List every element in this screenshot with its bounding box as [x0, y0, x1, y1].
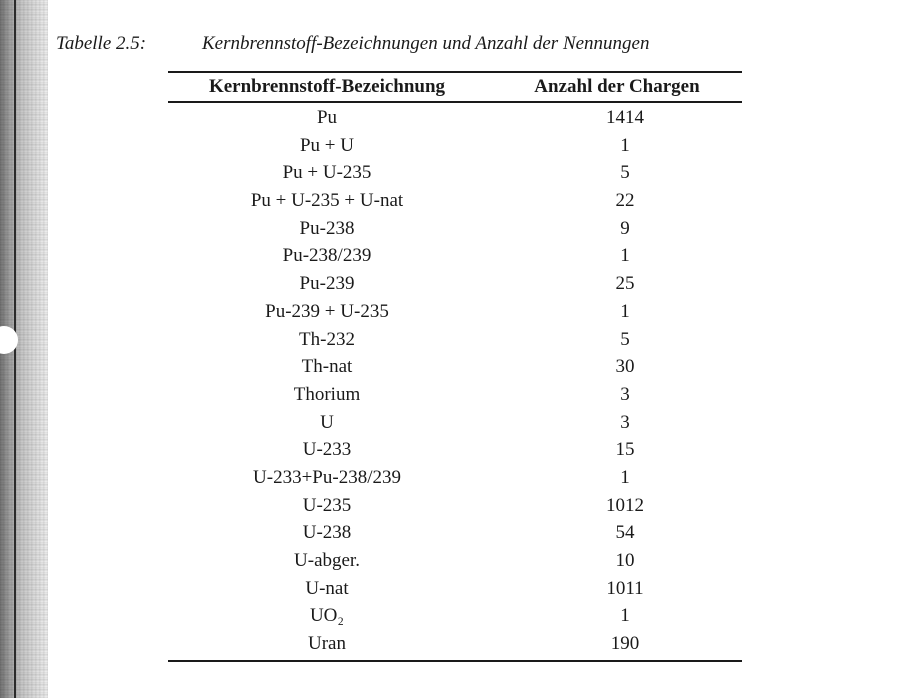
table-row	[168, 187, 742, 215]
batch-count-cell: 1	[620, 300, 630, 322]
fuel-designation-cell: Th-nat	[301, 356, 353, 378]
table-header	[168, 76, 742, 100]
fuel-designation-cell: U-233+Pu-238/239	[253, 466, 401, 488]
table-row	[168, 436, 742, 464]
header-batch-count: Anzahl der Chargen	[534, 76, 700, 97]
batch-count-cell: 1	[620, 605, 630, 627]
fuel-designation-cell: U	[320, 411, 334, 433]
table-row	[168, 630, 742, 658]
table-row	[168, 547, 742, 575]
table-bottom-rule	[168, 660, 742, 662]
table-row	[168, 132, 742, 160]
batch-count-cell: 1	[620, 134, 630, 156]
batch-count-cell: 1011	[606, 577, 644, 599]
fuel-designation-cell: Uran	[308, 633, 346, 655]
fuel-designation-cell: Pu-239	[299, 273, 355, 295]
table-row	[168, 215, 742, 243]
batch-count-cell: 25	[615, 273, 635, 295]
fuel-designation-cell: U-235	[302, 494, 352, 516]
table-row	[168, 409, 742, 437]
table-row	[168, 602, 742, 630]
fuel-designation-cell: Pu + U-235	[282, 162, 372, 184]
table-row	[168, 381, 742, 409]
table-body	[168, 104, 742, 658]
scan-binding-edge	[0, 0, 48, 698]
batch-count-cell: 10	[615, 550, 635, 571]
fuel-designation-cell: Pu + U	[299, 134, 354, 156]
table-row	[168, 492, 742, 520]
batch-count-cell: 54	[615, 522, 635, 544]
batch-count-cell: 1012	[606, 494, 644, 516]
table-row	[168, 519, 742, 547]
table-row	[168, 353, 742, 381]
table-row	[168, 326, 742, 354]
batch-count-cell: 3	[620, 383, 630, 405]
table-row	[168, 575, 742, 603]
caption-title: Kernbrennstoff-Bezeichnungen und Anzahl der Nennungen	[202, 33, 650, 54]
fuel-designation-cell: Pu-239 + U-235	[265, 300, 389, 322]
batch-count-cell: 15	[615, 439, 635, 461]
batch-count-cell: 1414	[606, 107, 644, 128]
table-row	[168, 242, 742, 270]
fuel-designation-cell: U-238	[302, 522, 352, 544]
table-row	[168, 464, 742, 492]
fuel-designation-cell: UO₂	[309, 605, 345, 627]
fuel-designation-cell: Thorium	[293, 383, 361, 405]
batch-count-cell: 22	[615, 190, 635, 212]
fuel-designation-cell: U-nat	[305, 577, 349, 599]
header-fuel-designation: Kernbrennstoff-Bezeichnung	[208, 76, 446, 97]
batch-count-cell: 9	[620, 217, 630, 239]
table-row	[168, 159, 742, 187]
batch-count-cell: 30	[615, 356, 635, 378]
fuel-designation-cell: Pu	[316, 107, 338, 128]
batch-count-cell: 190	[610, 633, 640, 655]
batch-count-cell: 3	[620, 411, 630, 433]
batch-count-cell: 1	[620, 245, 630, 267]
fuel-designation-cell: Pu-238	[299, 217, 355, 239]
fuel-designation-cell: Th-232	[299, 328, 355, 350]
batch-count-cell: 5	[620, 328, 630, 350]
fuel-designation-cell: Pu-238/239	[282, 245, 372, 267]
table-header-rule	[168, 101, 742, 103]
table-row	[168, 270, 742, 298]
table-row	[168, 298, 742, 326]
table-top-rule	[168, 71, 742, 73]
batch-count-cell: 1	[620, 466, 630, 488]
fuel-designation-cell: Pu + U-235 + U-nat	[250, 190, 404, 212]
fuel-designation-cell: U-abger.	[294, 550, 360, 571]
batch-count-cell: 5	[620, 162, 630, 184]
fuel-designation-cell: U-233	[302, 439, 352, 461]
caption-number: Tabelle 2.5:	[56, 33, 147, 54]
table-row	[168, 104, 742, 132]
